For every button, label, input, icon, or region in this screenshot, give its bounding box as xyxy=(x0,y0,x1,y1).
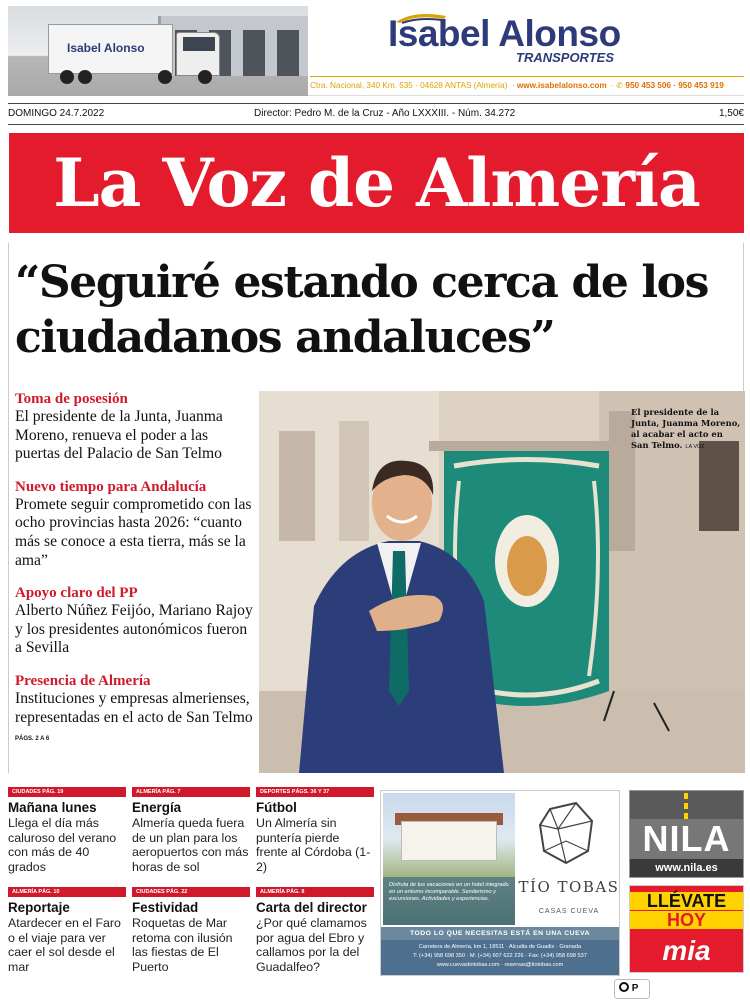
corner-badge-label: P xyxy=(631,983,639,994)
brand-website[interactable]: www.isabelalonso.com xyxy=(516,81,607,90)
road-dash xyxy=(684,803,688,809)
top-advertisement[interactable] xyxy=(8,6,744,96)
dateline xyxy=(8,103,744,125)
lead-bullet[interactable] xyxy=(15,391,255,464)
tobas-web[interactable]: www.cuevastiotobas.com · reservas@tiotobas.com xyxy=(436,962,564,968)
photo-credit: LA VOZ xyxy=(685,444,705,450)
bullet-body-text: Instituciones y empresas almerienses, representadas en el acto de San Telmo xyxy=(15,689,253,726)
photo-caption-text: El presidente de la Junta, Juanma Moreno, al acabar el acto en San Telmo. xyxy=(631,407,741,450)
brief-stories xyxy=(8,787,374,979)
mia-line-2: HOY xyxy=(630,911,743,929)
brief-story[interactable] xyxy=(256,787,374,874)
issue-info: Director: Pedro M. de la Cruz - Año LXXXIII. - Núm. 34.272 xyxy=(254,108,516,119)
tobas-photo xyxy=(383,793,515,925)
warehouse-door xyxy=(277,30,299,76)
truck-wheel xyxy=(158,70,172,84)
lead-bullet[interactable] xyxy=(15,479,255,570)
photo-caption xyxy=(631,407,741,453)
masthead[interactable] xyxy=(9,133,744,233)
brand-logo xyxy=(388,14,688,74)
brand-swoosh-icon xyxy=(394,12,448,24)
bullet-body xyxy=(15,690,255,749)
trailer-logo: Isabel Alonso xyxy=(67,41,145,55)
truck-trailer xyxy=(48,24,173,74)
lead-headline[interactable]: “Seguiré estando cerca de los ciudadanos andaluces” xyxy=(15,257,708,363)
brief-title: Carta del director xyxy=(256,900,367,915)
brief-story[interactable] xyxy=(256,887,374,974)
brief-title: Fútbol xyxy=(256,800,297,815)
truck-photo xyxy=(8,6,308,96)
phone-icon: ✆ xyxy=(616,81,624,90)
brief-title: Festividad xyxy=(132,900,199,915)
tobas-name: TÍO TOBAS xyxy=(518,878,620,896)
brief-text: Roquetas de Mar retoma con ilusión las fiestas de El Puerto xyxy=(132,916,233,974)
brand-name: Isabel Alonso xyxy=(388,13,621,54)
brief-text: Almería queda fuera de un plan para los aeropuertos con más horas de sol xyxy=(132,816,249,874)
bullet-body: Alberto Núñez Feijóo, Mariano Rajoy y los presidentes autonómicos fueron a Sevilla xyxy=(15,602,253,657)
warehouse-door xyxy=(243,30,265,76)
tobas-photo-overlay xyxy=(383,877,515,925)
issue-price: 1,50€ xyxy=(718,108,744,119)
brief-title: Energía xyxy=(132,800,182,815)
brief-title: Mañana lunes xyxy=(8,800,97,815)
tobas-contact-band xyxy=(381,927,619,975)
brief-tag: CIUDADES PÁG. 19 xyxy=(8,787,126,797)
brief-text: Llega el día más caluroso del verano con más de 40 grados xyxy=(8,816,117,874)
mia-line-1: LLÉVATE xyxy=(630,892,743,910)
tobas-address: Carretera de Almería, km 1, 18511 · Alcudia de Guadix · Granada xyxy=(418,944,582,950)
brief-story[interactable] xyxy=(132,887,250,974)
bullet-kicker: Nuevo tiempo para Andalucía xyxy=(15,478,207,495)
brief-text: Un Almería sin puntería pierde frente al Córdoba (1-2) xyxy=(256,816,371,874)
road-dash xyxy=(684,793,688,799)
truck-wheel xyxy=(198,70,212,84)
bullet-kicker: Apoyo claro del PP xyxy=(15,585,138,602)
nila-url[interactable]: www.nila.es xyxy=(630,859,743,877)
brief-title: Reportaje xyxy=(8,900,70,915)
lead-bullet[interactable] xyxy=(15,673,255,749)
truck-wheel xyxy=(78,70,92,84)
lead-photo[interactable] xyxy=(259,391,745,773)
brief-text: ¿Por qué clamamos por agua del Ebro y callamos por la del Guadalfeo? xyxy=(256,916,367,974)
tobas-subtitle: CASAS CUEVA xyxy=(538,908,600,915)
bullet-kicker: Presencia de Almería xyxy=(15,672,151,689)
truck-cab xyxy=(176,32,220,76)
lead-bullets xyxy=(15,391,255,764)
corner-badge[interactable] xyxy=(614,979,650,999)
page-reference: PÁGS. 2 A 6 xyxy=(15,736,50,743)
tobas-slogan: TODO LO QUE NECESITAS ESTÁ EN UNA CUEVA xyxy=(381,927,619,940)
brief-text: Atardecer en el Faro o el viaje para ver caer el sol desde el mar xyxy=(8,916,121,974)
nila-name: NILA xyxy=(630,819,743,859)
brief-tag: ALMERÍA PÁG. 10 xyxy=(8,887,126,897)
tio-tobas-advertisement[interactable] xyxy=(380,790,620,976)
bullet-kicker: Toma de posesión xyxy=(15,391,128,407)
brief-tag: ALMERÍA PÁG. 8 xyxy=(256,887,374,897)
mia-word: mia xyxy=(662,935,711,966)
brand-subtitle: TRANSPORTES xyxy=(516,50,614,65)
cab-window xyxy=(183,37,215,51)
tobas-phones: T: (+34) 958 698 350 · M: (+34) 607 622 226 · Fax: (+34) 958 698 537 xyxy=(413,953,587,959)
issue-date: DOMINGO 24.7.2022 xyxy=(8,108,105,119)
brief-tag: ALMERÍA PÁG. 7 xyxy=(132,787,250,797)
brand-phones: 950 453 506 · 950 453 919 xyxy=(625,81,724,90)
nila-road-graphic xyxy=(630,791,743,821)
brand-contact-line: Ctra. Nacional, 340 Km. 535 · 04628 ANTAS (Almería) · www.isabelalonso.com · ✆ 950 453 506 · 950 453 919 xyxy=(310,76,744,92)
brief-story[interactable] xyxy=(8,887,126,974)
brief-tag: DEPORTES PÁGS. 36 Y 37 xyxy=(256,787,374,797)
nila-advertisement[interactable] xyxy=(629,790,744,878)
brand-address: Ctra. Nacional, 340 Km. 535 · 04628 ANTAS (Almería) xyxy=(310,81,508,90)
brief-tag: CIUDADES PÁG. 22 xyxy=(132,887,250,897)
mia-advertisement[interactable] xyxy=(629,885,744,973)
tobas-house xyxy=(401,821,497,861)
p-logo-icon xyxy=(619,982,629,992)
tobas-photo-text: Disfruta de tus vacaciones en un hotel integrado en un entorno incomparable. Senderismo y excursiones. Actividades y experiencias. xyxy=(389,882,509,903)
lead-bullet[interactable] xyxy=(15,585,255,658)
tobas-stone-icon xyxy=(536,801,596,865)
brief-story[interactable] xyxy=(8,787,126,874)
bullet-body: El presidente de la Junta, Juanma Moreno, renueva el poder a las puertas del Palacio de San Telmo xyxy=(15,408,223,463)
bullet-body: Promete seguir comprometido con las ocho provincias hasta 2026: “cuanto más se conoce a esta tierra, más se la ama” xyxy=(15,495,252,569)
brief-story[interactable] xyxy=(132,787,250,874)
truck-wheel xyxy=(60,70,74,84)
lead-story xyxy=(8,243,744,773)
newspaper-title: La Voz de Almería xyxy=(53,144,700,222)
